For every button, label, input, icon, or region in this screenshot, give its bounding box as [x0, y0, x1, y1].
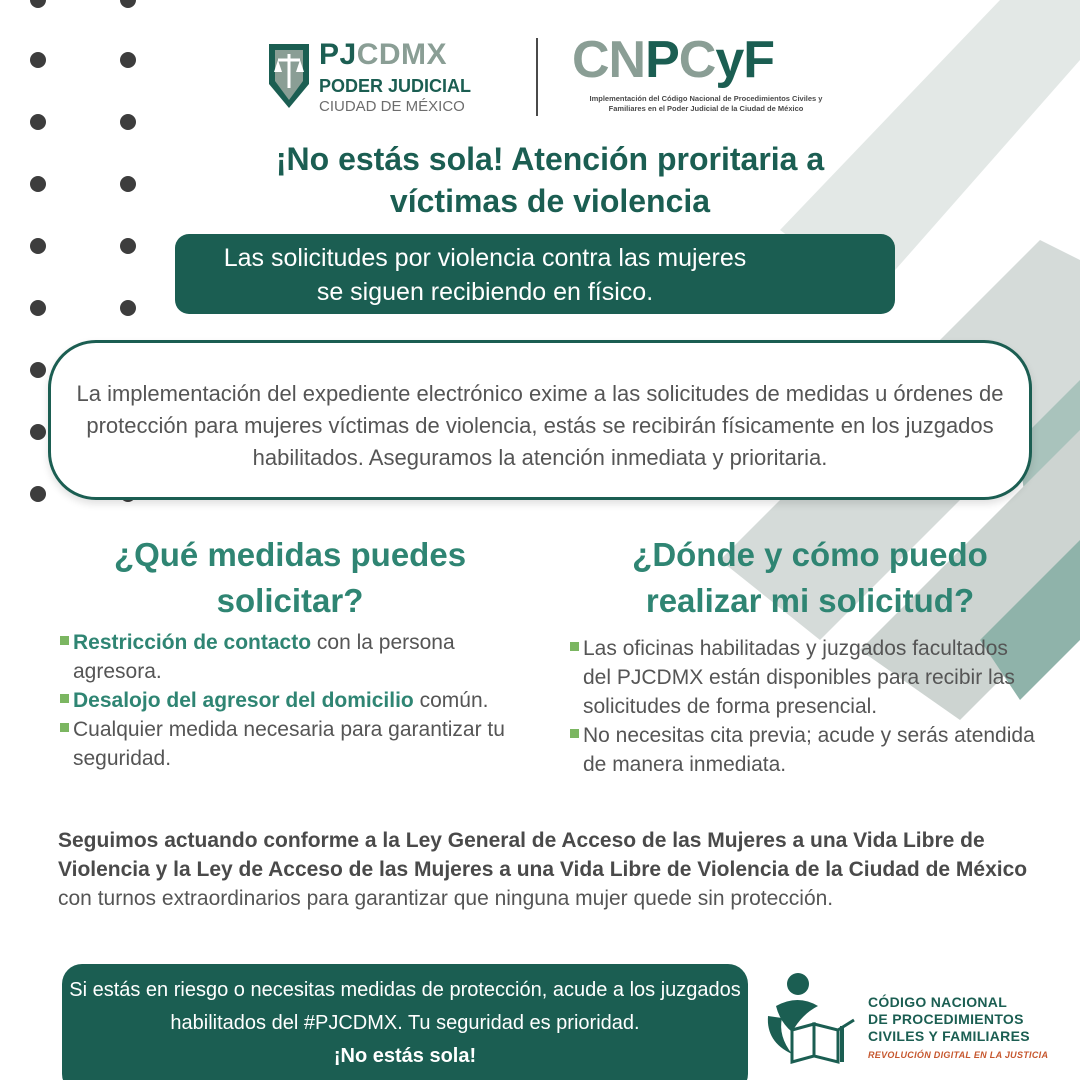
main-title-line1: ¡No estás sola! Atención proritaria a	[275, 141, 825, 177]
bullet-square-icon	[60, 694, 69, 703]
list-item: Desalojo del agresor del domicilio común.	[60, 686, 530, 715]
pjcdmx-city: CIUDAD DE MÉXICO	[319, 98, 465, 115]
measures-heading-line2: solicitar?	[216, 582, 364, 619]
notice-pill-line2: se siguen recibiendo en físico.	[316, 278, 654, 306]
call-to-action-box	[62, 964, 748, 1080]
where-heading-line1: ¿Dónde y cómo puedo	[632, 536, 988, 573]
cnpcyf-logo	[572, 31, 823, 114]
codigo-nacional-tagline: REVOLUCIÓN DIGITAL EN LA JUSTICIA	[868, 1050, 1049, 1060]
cta-bold: ¡No estás sola!	[333, 1045, 477, 1067]
measures-heading	[55, 532, 525, 624]
where-heading-line2: realizar mi solicitud?	[645, 582, 975, 619]
list-item: Restricción de contacto con la persona agresora.	[60, 628, 530, 686]
bullet-square-icon	[60, 636, 69, 645]
codigo-nacional-logo	[762, 970, 1062, 1070]
main-title	[100, 138, 1000, 222]
pjcdmx-wordmark: PJCDMX	[319, 38, 448, 71]
main-title-line2: víctimas de violencia	[389, 183, 711, 219]
legal-paragraph: Seguimos actuando conforme a la Ley General de Acceso de las Mujeres a una Vida Libre de Violencia y la Ley de Acceso de las Mujeres a una Vida Libre de Violencia de la Ciudad de México con turnos extraordinarios para garantizar que ninguna mujer quede sin protección.	[58, 829, 1028, 910]
notice-pill	[175, 234, 895, 314]
pjcdmx-logo	[265, 38, 485, 114]
measures-list	[60, 628, 530, 773]
bullet-square-icon	[60, 723, 69, 732]
scales-emblem-icon	[265, 38, 313, 110]
cta-text: Si estás en riesgo o necesitas medidas de protección, acude a los juzgados habilitados del #PJCDMX. Tu seguridad es prioridad.	[69, 979, 741, 1034]
info-box-text: La implementación del expediente electrónico exime a las solicitudes de medidas u órdenes de protección para mujeres víctimas de violencia, estás se recibirán físicamente en los juzgados habilitados. Aseguramos la atención inmediata y prioritaria.	[76, 381, 1004, 470]
codigo-nacional-text: CÓDIGO NACIONAL DE PROCEDIMIENTOS CIVILES Y FAMILIARES	[868, 994, 1030, 1044]
bullet-square-icon	[570, 729, 579, 738]
header-logos	[0, 30, 1080, 120]
header-divider	[536, 38, 538, 116]
bullet-square-icon	[570, 642, 579, 651]
notice-pill-line1: Las solicitudes por violencia contra las mujeres	[223, 244, 747, 272]
info-box	[48, 340, 1032, 500]
where-heading	[570, 532, 1050, 624]
where-list	[570, 634, 1040, 779]
list-item: No necesitas cita previa; acude y serás atendida de manera inmediata.	[570, 721, 1040, 779]
person-book-icon	[762, 970, 862, 1070]
list-item: Cualquier medida necesaria para garantizar tu seguridad.	[60, 715, 530, 773]
pjcdmx-subtitle: PODER JUDICIAL	[319, 76, 472, 96]
measures-heading-line1: ¿Qué medidas puedes	[113, 536, 467, 573]
cnpcyf-subtitle: Implementación del Código Nacional de Procedimientos Civiles y Familiares en el Poder Judicial de la Ciudad de México	[589, 94, 823, 113]
cnpcyf-wordmark: CNPCyF	[572, 31, 775, 89]
list-item: Las oficinas habilitadas y juzgados facultados del PJCDMX están disponibles para recibir las solicitudes de forma presencial.	[570, 634, 1040, 721]
